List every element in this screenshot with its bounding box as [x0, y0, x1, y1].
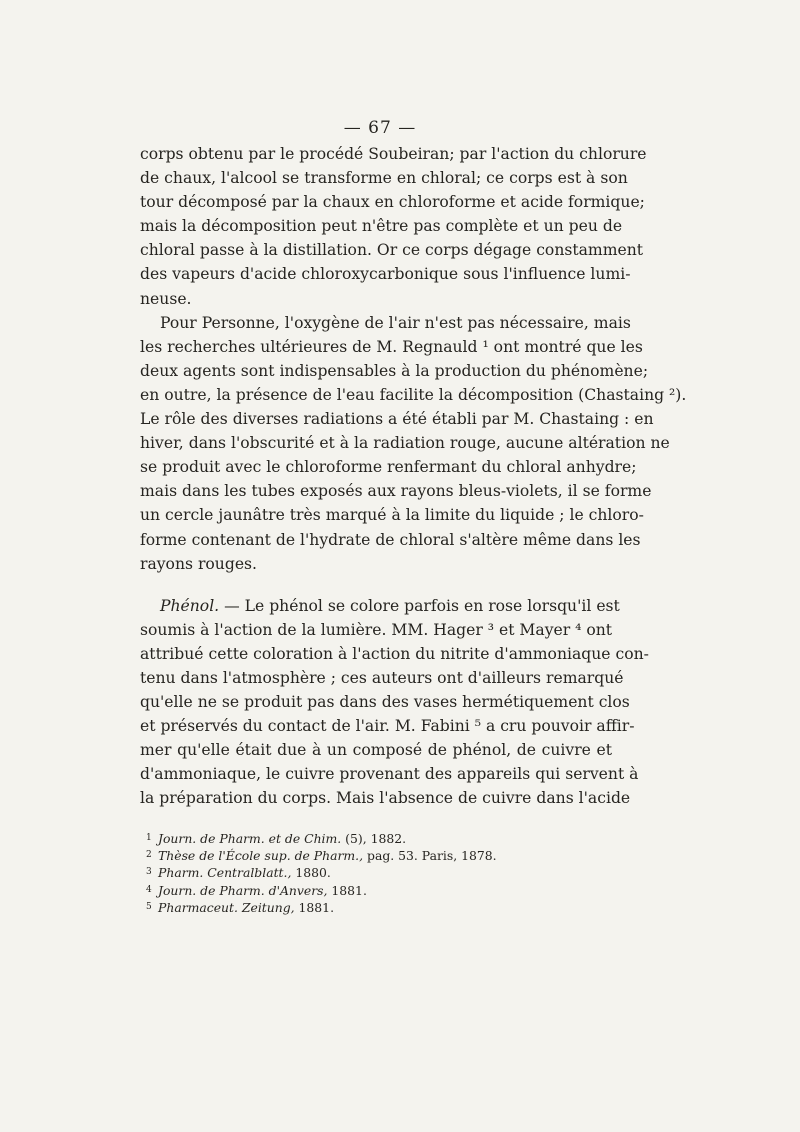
footnote-mark: 1: [146, 833, 152, 843]
footnote-mark: 3: [146, 867, 152, 878]
text-line: mer qu'elle était due à un composé de phénol, de cuivre et: [140, 741, 612, 760]
text-line: les recherches ultérieures de M. Regnauld ¹ ont montré que les: [140, 337, 643, 356]
text-line: soumis à l'action de la lumière. MM. Hager ³ et Mayer ⁴ ont: [140, 620, 613, 639]
text-line: corps obtenu par le procédé Soubeiran; par l'action du chlorure: [140, 145, 647, 163]
text-line: et préservés du contact de l'air. M. Fabini ⁵ a cru pouvoir affir-: [140, 717, 635, 736]
footnote-mark: 4: [146, 884, 152, 895]
text-fragment: — Le phénol se colore parfois en rose lorsqu'il est: [219, 596, 620, 615]
text-line: deux agents sont indispensables à la production du phénomène;: [140, 361, 649, 380]
text-line: mais dans les tubes exposés aux rayons bleus-violets, il se forme: [140, 482, 652, 501]
text-line: d'ammoniaque, le cuivre provenant des appareils qui servent à: [140, 765, 639, 784]
text-line: tour décomposé par la chaux en chloroforme et acide formique;: [140, 193, 645, 212]
footnote-source: Journ. de Pharm. et de Chim.: [158, 831, 342, 846]
page-number: — 67 —: [343, 118, 417, 138]
footnote-source: Pharm. Centralblatt.,: [158, 865, 292, 881]
footnote: [146, 847, 606, 864]
footnote-source: Pharmaceut. Zeitung,: [158, 899, 295, 915]
footnote-detail: 1880.: [291, 865, 331, 881]
footnote-mark: 5: [146, 901, 152, 912]
text-line: la préparation du corps. Mais l'absence de cuivre dans l'acide: [140, 789, 631, 808]
text-line: un cercle jaunâtre très marqué à la limite du liquide ; le chloro-: [140, 506, 644, 525]
text-line: neuse.: [140, 289, 192, 308]
paragraph-chloroform-origin: [140, 142, 647, 311]
text-line: forme contenant de l'hydrate de chloral s'altère même dans les: [140, 530, 641, 549]
footnote-detail: 1881.: [294, 899, 335, 915]
text-line: chloral passe à la distillation. Or ce corps dégage constamment: [140, 241, 644, 260]
footnote-mark: 2: [146, 850, 152, 861]
footnote: [146, 882, 606, 899]
footnote: [146, 864, 606, 881]
footnote-detail: (5), 1882.: [341, 831, 407, 846]
paragraph-personne-chastaing: [140, 311, 687, 576]
text-line: en outre, la présence de l'eau facilite la décomposition (Chastaing ²).: [140, 385, 687, 404]
text-line: hiver, dans l'obscurité et à la radiation rouge, aucune altération ne: [140, 434, 670, 453]
text-line: qu'elle ne se produit pas dans des vases hermétiquement clos: [140, 693, 630, 712]
paragraph-phenol: [140, 594, 649, 811]
footnotes: [146, 830, 606, 916]
text-line: rayons rouges.: [140, 554, 258, 573]
footnote-detail: 1881.: [327, 882, 367, 898]
text-line: de chaux, l'alcool se transforme en chloral; ce corps est à son: [140, 169, 628, 188]
text-line: tenu dans l'atmosphère ; ces auteurs ont d'ailleurs remarqué: [140, 668, 624, 687]
paragraph-gap: [140, 576, 612, 594]
text-line: des vapeurs d'acide chloroxycarbonique sous l'influence lumi-: [140, 265, 631, 284]
text-line: Le rôle des diverses radiations a été établi par M. Chastaing : en: [140, 410, 654, 429]
body-text: [140, 142, 687, 811]
footnote-source: Journ. de Pharm. d'Anvers,: [158, 882, 328, 898]
footnote: [146, 899, 606, 916]
footnote: [146, 830, 606, 847]
footnote-source: Thèse de l'École sup. de Pharm.,: [158, 848, 364, 864]
section-heading-phenol: Phénol.: [160, 596, 220, 615]
text-line: [140, 594, 620, 618]
text-line: mais la décomposition peut n'être pas complète et un peu de: [140, 217, 623, 236]
text-line: Pour Personne, l'oxygène de l'air n'est pas nécessaire, mais: [160, 313, 631, 332]
footnote-detail: pag. 53. Paris, 1878.: [363, 848, 497, 864]
text-line: attribué cette coloration à l'action du nitrite d'ammoniaque con-: [140, 644, 649, 663]
text-line: se produit avec le chloroforme renfermant du chloral anhydre;: [140, 458, 637, 477]
